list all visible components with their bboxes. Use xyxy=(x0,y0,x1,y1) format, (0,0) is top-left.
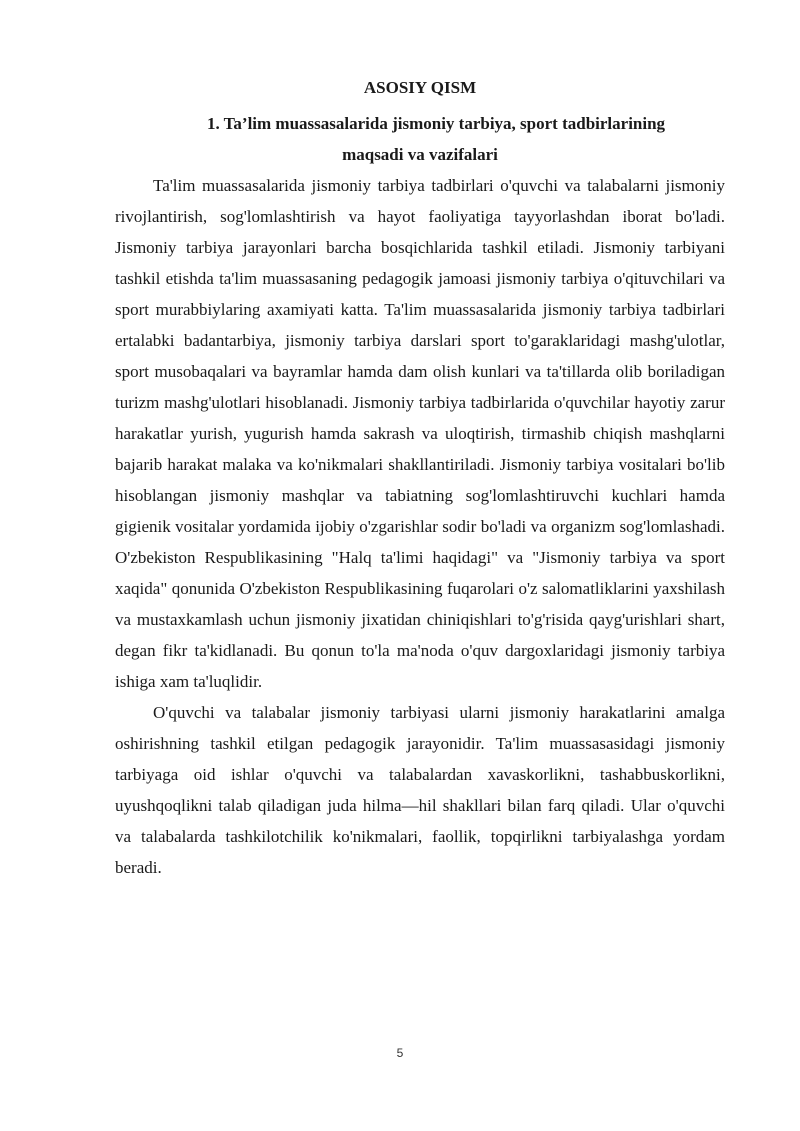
section-heading: ASOSIY QISM xyxy=(363,78,477,97)
chapter-title-line-1: 1. Ta’lim muassasalarida jismoniy tarbiya, sport tadbirlarining xyxy=(206,114,666,133)
body-paragraph-1: Ta'lim muassasalarida jismoniy tarbiya tadbirlari o'quvchi va talabalarni jismoniy rivojlantirish, sog'lomlashtirish va hayot faoliyatiga tayyorlashdan iborat bo'ladi. Jismoniy tarbiya jarayonlari barcha bosqichlarida tashkil etiladi. Jismoniy tarbiyani tashkil etishda ta'lim muassasaning pedagogik jamoasi jismoniy tarbiya o'qituvchilari va sport murabbiylaring axamiyati katta. Ta'lim muassasalarida jismoniy tarbiya tadbirlari ertalabki badantarbiya, jismoniy tarbiya darslari sport to'garaklaridagi mashg'ulotlar, sport musobaqalari va bayramlar hamda dam olish kunlari va ta'tillarda olib boriladigan turizm mashg'ulotlari hisoblanadi. Jismoniy tarbiya tadbirlarida o'quvchilar hayotiy zarur harakatlar yurish, yugurish hamda sakrash va uloqtirish, tirmashib chiqish mashqlarni bajarib harakat malaka va ko'nikmalari shakllantiriladi. Jismoniy tarbiya vositalari bo'lib hisoblangan jismoniy mashqlar va tabiatning sog'lomlashtiruvchi kuchlari hamda gigienik vositalar yordamida ijobiy o'zgarishlar sodir bo'ladi va organizm sog'lomlashadi. O'zbekiston Respublikasining "Halq ta'limi haqidagi" va "Jismoniy tarbiya va sport xaqida" qonunida O'zbekiston Respublikasining fuqarolari o'z salomatliklarini yaxshilash va mustaxkamlash uchun jismoniy jixatidan chiniqishlari to'g'risida qayg'urishlari shart, degan fikr ta'kidlanadi. Bu qonun to'la ma'noda o'quv dargoxlaridagi jismoniy tarbiya ishiga xam ta'luqlidir. xyxy=(115,176,725,691)
body-paragraph-2: O'quvchi va talabalar jismoniy tarbiyasi ularni jismoniy harakatlarini amalga oshirishning tashkil etilgan pedagogik jarayonidir. Ta'lim muassasasidagi jismoniy tarbiyaga oid ishlar o'quvchi va talabalardan xavaskorlikni, tashabbuskorlikni, uyushqoqlikni talab qiladigan juda hilma—hil shakllari bilan farq qiladi. Ular o'quvchi va talabalarda tashkilotchilik ko'nikmalari, faollik, topqirlikni tarbiyalashga yordam beradi. xyxy=(115,703,725,877)
document-page xyxy=(115,76,725,883)
chapter-title-line-2: maqsadi va vazifalari xyxy=(342,145,498,164)
chapter-title xyxy=(115,108,725,170)
page-number: 5 xyxy=(396,1046,404,1060)
